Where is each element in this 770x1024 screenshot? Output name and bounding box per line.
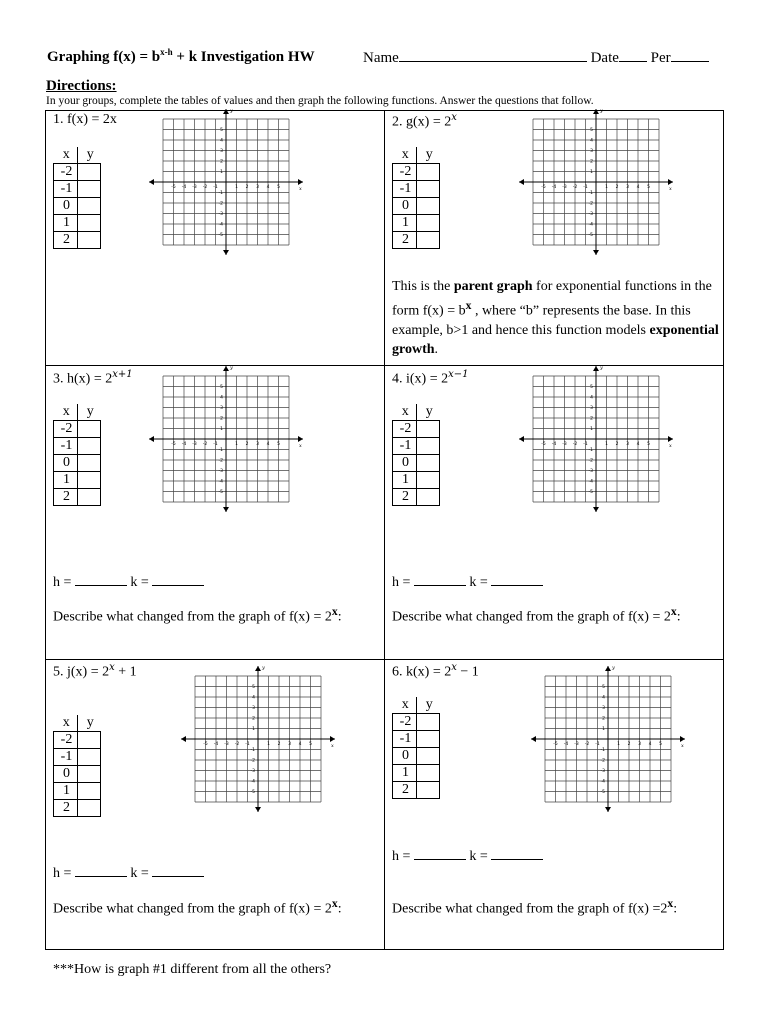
y-tick-label: 2	[590, 159, 593, 165]
x-tick-label: 1	[235, 185, 238, 190]
table-row	[393, 164, 440, 181]
y-input-cell[interactable]	[417, 181, 440, 198]
y-tick-label: 5	[590, 128, 593, 133]
y-axis-label: y	[600, 108, 603, 114]
x-header: x	[393, 147, 417, 164]
x-value: 0	[54, 766, 78, 783]
table-row	[393, 765, 440, 782]
table-problem-3	[53, 404, 101, 506]
x-tick-label: 4	[636, 442, 640, 447]
x-value: 2	[54, 489, 78, 506]
table-row	[393, 731, 440, 748]
table-row	[393, 181, 440, 198]
graph-problem-4[interactable]	[526, 365, 672, 507]
y-tick-label: 1	[220, 170, 223, 175]
y-axis-arrow-up	[593, 109, 599, 114]
per-label: Per	[650, 50, 671, 66]
x-value: -2	[54, 421, 78, 438]
y-axis-arrow-up	[255, 666, 261, 671]
x-value: 0	[393, 748, 417, 765]
table-row	[393, 215, 440, 232]
x-value: -1	[393, 438, 417, 455]
x-tick-label: 1	[617, 742, 620, 747]
y-tick-label: -4	[250, 779, 255, 785]
y-tick-label: -1	[250, 748, 255, 753]
hk-problem-3: h = k =	[53, 571, 204, 591]
y-tick-label: -2	[250, 758, 255, 764]
x-tick-label: 3	[626, 185, 629, 190]
x-value: 0	[393, 198, 417, 215]
x-tick-label: 2	[615, 185, 619, 190]
x-value: 0	[54, 198, 78, 215]
table-row	[393, 748, 440, 765]
x-tick-label: -2	[234, 742, 240, 747]
y-tick-label: 3	[590, 149, 593, 154]
y-tick-label: 5	[602, 685, 605, 690]
x-value: 2	[54, 232, 78, 249]
y-tick-label: -2	[588, 201, 593, 207]
x-tick-label: 2	[245, 442, 249, 447]
table-row	[54, 198, 101, 215]
x-tick-label: -4	[213, 742, 219, 747]
y-input-cell[interactable]	[417, 748, 440, 765]
h-blank-3[interactable]	[75, 571, 127, 586]
problem-3-label: 3. $h(x) = 2^{x+1}$	[53, 369, 133, 387]
y-input-cell[interactable]	[78, 800, 101, 817]
x-value: -1	[54, 749, 78, 766]
table-row	[393, 782, 440, 799]
x-header: x	[54, 404, 78, 421]
y-tick-label: 2	[252, 716, 255, 722]
y-input-cell[interactable]	[417, 714, 440, 731]
x-axis-label: x	[299, 443, 302, 449]
x-tick-label: -1	[595, 742, 600, 747]
y-input-cell[interactable]	[417, 232, 440, 249]
y-header: y	[417, 697, 440, 714]
y-tick-label: 5	[590, 385, 593, 390]
x-tick-label: -4	[181, 185, 187, 190]
x-tick-label: -5	[541, 442, 546, 447]
table-row	[393, 714, 440, 731]
table-row	[393, 438, 440, 455]
table-row	[54, 489, 101, 506]
graph-problem-5[interactable]	[188, 665, 334, 807]
table-row	[54, 181, 101, 198]
y-axis-arrow-up	[605, 666, 611, 671]
y-tick-label: -1	[588, 448, 593, 453]
x-tick-label: -5	[541, 185, 546, 190]
table-row	[54, 732, 101, 749]
x-tick-label: -5	[171, 185, 176, 190]
x-value: -2	[54, 164, 78, 181]
y-tick-label: 1	[602, 727, 605, 732]
y-input-cell[interactable]	[417, 489, 440, 506]
footer-question: ***How is graph #1 different from all the others?	[53, 962, 332, 977]
table-row	[54, 800, 101, 817]
h-blank-6[interactable]	[414, 845, 466, 860]
graph-problem-1[interactable]	[156, 108, 302, 250]
y-tick-label: -2	[588, 458, 593, 464]
x-tick-label: 2	[615, 442, 619, 447]
y-input-cell[interactable]	[417, 438, 440, 455]
y-axis-arrow-up	[223, 109, 229, 114]
table-row	[393, 489, 440, 506]
y-input-cell[interactable]	[78, 766, 101, 783]
x-header: x	[393, 404, 417, 421]
y-tick-label: 3	[220, 149, 223, 154]
describe-problem-6: Describe what changed from the graph of $f(x) =2^x$:	[392, 897, 678, 917]
y-tick-label: 4	[220, 395, 223, 401]
row-divider-2	[45, 659, 724, 660]
y-axis-label: y	[230, 108, 233, 114]
problem-2-label: 2. $g(x) = 2^x$	[392, 112, 457, 130]
table-row	[54, 749, 101, 766]
table-problem-4	[392, 404, 440, 506]
y-tick-label: -4	[600, 779, 605, 785]
x-value: 1	[393, 472, 417, 489]
y-tick-label: 2	[602, 716, 605, 722]
y-header: y	[78, 715, 101, 732]
y-tick-label: -1	[218, 448, 223, 453]
row-divider-1	[45, 365, 724, 366]
y-tick-label: -5	[588, 490, 593, 495]
y-input-cell[interactable]	[78, 472, 101, 489]
y-axis-label: y	[230, 365, 233, 371]
table-row	[54, 472, 101, 489]
x-tick-label: -2	[572, 185, 578, 190]
x-value: -2	[54, 732, 78, 749]
table-row	[54, 421, 101, 438]
y-input-cell[interactable]	[417, 198, 440, 215]
y-input-cell[interactable]	[417, 782, 440, 799]
x-tick-label: 5	[277, 442, 280, 447]
x-tick-label: -5	[203, 742, 208, 747]
k-blank-4[interactable]	[491, 571, 543, 586]
y-input-cell[interactable]	[78, 181, 101, 198]
h-blank-4[interactable]	[414, 571, 466, 586]
x-header: x	[393, 697, 417, 714]
x-value: 1	[54, 783, 78, 800]
y-header: y	[417, 147, 440, 164]
directions-heading: Directions:	[46, 78, 117, 94]
y-input-cell[interactable]	[417, 164, 440, 181]
x-tick-label: 2	[627, 742, 631, 747]
x-axis-label: x	[669, 186, 672, 192]
x-axis-label: x	[681, 743, 684, 749]
table-row	[54, 783, 101, 800]
x-tick-label: 2	[245, 185, 249, 190]
x-tick-label: 4	[636, 185, 640, 190]
parent-graph-note: This is the parent graph for exponential functions in the form $f(x) = b^x$ , where “b” represents the base. In this example, b>1 and hence this function models exponential growth.	[392, 279, 719, 357]
y-tick-label: -5	[250, 790, 255, 795]
y-header: y	[78, 404, 101, 421]
y-tick-label: -2	[218, 458, 223, 464]
x-tick-label: 3	[256, 185, 259, 190]
x-value: 0	[54, 455, 78, 472]
table-row	[54, 232, 101, 249]
y-tick-label: 1	[252, 727, 255, 732]
y-tick-label: 2	[590, 416, 593, 422]
x-tick-label: -5	[553, 742, 558, 747]
y-tick-label: -3	[218, 212, 223, 217]
date-blank[interactable]	[619, 47, 647, 62]
y-input-cell[interactable]	[78, 164, 101, 181]
x-value: 1	[54, 215, 78, 232]
y-input-cell[interactable]	[417, 731, 440, 748]
x-tick-label: 3	[638, 742, 641, 747]
x-tick-label: -3	[224, 742, 229, 747]
x-tick-label: -1	[213, 442, 218, 447]
x-tick-label: 1	[605, 442, 608, 447]
column-divider	[384, 110, 385, 950]
x-header: x	[54, 147, 78, 164]
date-label: Date	[590, 50, 619, 66]
directions-text: In your groups, complete the tables of values and then graph the following functions. Answer the questions that follow.	[46, 95, 594, 107]
x-value: -1	[393, 181, 417, 198]
x-tick-label: -2	[202, 442, 208, 447]
hk-problem-4: h = k =	[392, 571, 543, 591]
y-tick-label: 4	[602, 695, 605, 701]
x-tick-label: -4	[551, 442, 557, 447]
hk-problem-6: h = k =	[392, 845, 543, 865]
table-problem-6	[392, 697, 440, 799]
x-value: 2	[393, 232, 417, 249]
y-tick-label: 4	[252, 695, 255, 701]
describe-problem-3: Describe what changed from the graph of $f(x) = 2^x$:	[53, 605, 342, 625]
per-blank[interactable]	[671, 47, 709, 62]
problem-6-label: 6. $k(x) = 2^x - 1$	[392, 662, 479, 680]
h-blank-5[interactable]	[75, 862, 127, 877]
y-tick-label: 3	[220, 406, 223, 411]
y-input-cell[interactable]	[417, 765, 440, 782]
y-tick-label: 4	[220, 138, 223, 144]
x-tick-label: -2	[202, 185, 208, 190]
table-problem-5	[53, 715, 101, 817]
y-input-cell[interactable]	[417, 215, 440, 232]
y-tick-label: 5	[220, 128, 223, 133]
y-tick-label: -5	[588, 233, 593, 238]
table-row	[393, 421, 440, 438]
x-tick-label: -1	[213, 185, 218, 190]
y-tick-label: -1	[218, 191, 223, 196]
table-row	[393, 455, 440, 472]
x-value: -1	[393, 731, 417, 748]
x-tick-label: -2	[572, 442, 578, 447]
x-tick-label: -3	[574, 742, 579, 747]
x-axis-label: x	[299, 186, 302, 192]
y-tick-label: 4	[590, 395, 593, 401]
x-value: -1	[54, 181, 78, 198]
x-tick-label: 5	[647, 185, 650, 190]
y-axis-label: y	[612, 665, 615, 671]
y-input-cell[interactable]	[78, 455, 101, 472]
k-blank-6[interactable]	[491, 845, 543, 860]
table-row	[393, 472, 440, 489]
y-input-cell[interactable]	[78, 783, 101, 800]
y-tick-label: -4	[588, 479, 593, 485]
y-tick-label: 1	[220, 427, 223, 432]
table-row	[54, 455, 101, 472]
x-tick-label: 4	[298, 742, 302, 747]
y-tick-label: -4	[218, 479, 223, 485]
y-input-cell[interactable]	[417, 472, 440, 489]
x-tick-label: -1	[583, 185, 588, 190]
y-tick-label: -3	[588, 212, 593, 217]
y-tick-label: -4	[218, 222, 223, 228]
x-value: 2	[393, 489, 417, 506]
y-tick-label: -1	[588, 191, 593, 196]
x-tick-label: -4	[181, 442, 187, 447]
x-tick-label: -1	[583, 442, 588, 447]
y-tick-label: -3	[588, 469, 593, 474]
table-row	[393, 198, 440, 215]
y-input-cell[interactable]	[78, 732, 101, 749]
graph-problem-3[interactable]	[156, 365, 302, 507]
y-axis-label: y	[600, 365, 603, 371]
x-tick-label: 4	[648, 742, 652, 747]
problem-4-label: 4. $i(x) = 2^{x-1}$	[392, 369, 469, 387]
x-value: 2	[393, 782, 417, 799]
x-value: -2	[393, 714, 417, 731]
x-tick-label: 5	[659, 742, 662, 747]
x-tick-label: -3	[562, 442, 567, 447]
y-tick-label: 2	[220, 416, 223, 422]
x-tick-label: -3	[192, 442, 197, 447]
k-blank-3[interactable]	[152, 571, 204, 586]
y-input-cell[interactable]	[78, 215, 101, 232]
describe-problem-5: Describe what changed from the graph of $f(x) = 2^x$:	[53, 897, 342, 917]
y-tick-label: 3	[590, 406, 593, 411]
y-tick-label: -3	[250, 769, 255, 774]
x-tick-label: 5	[647, 442, 650, 447]
y-tick-label: -5	[600, 790, 605, 795]
table-row	[393, 232, 440, 249]
y-tick-label: -5	[218, 233, 223, 238]
y-tick-label: 5	[220, 385, 223, 390]
y-tick-label: -2	[600, 758, 605, 764]
header-fields	[363, 47, 709, 67]
x-value: 1	[393, 215, 417, 232]
y-tick-label: 3	[252, 706, 255, 711]
y-input-cell[interactable]	[78, 421, 101, 438]
table-row	[54, 215, 101, 232]
table-row	[54, 766, 101, 783]
y-input-cell[interactable]	[78, 198, 101, 215]
x-axis-label: x	[669, 443, 672, 449]
y-tick-label: -4	[588, 222, 593, 228]
y-input-cell[interactable]	[417, 421, 440, 438]
name-blank[interactable]	[399, 47, 587, 62]
x-tick-label: -5	[171, 442, 176, 447]
x-tick-label: 1	[235, 442, 238, 447]
x-tick-label: 4	[266, 185, 270, 190]
x-value: -2	[393, 421, 417, 438]
x-tick-label: 5	[309, 742, 312, 747]
y-tick-label: 4	[590, 138, 593, 144]
x-value: -1	[54, 438, 78, 455]
graph-problem-2[interactable]	[526, 108, 672, 250]
y-axis-label: y	[262, 665, 265, 671]
x-value: 0	[393, 455, 417, 472]
problem-5-label: 5. $j(x) = 2^x + 1$	[53, 662, 137, 680]
x-tick-label: 4	[266, 442, 270, 447]
y-tick-label: 1	[590, 170, 593, 175]
y-tick-label: -3	[218, 469, 223, 474]
x-value: -2	[393, 164, 417, 181]
x-tick-label: -3	[562, 185, 567, 190]
y-header: y	[417, 404, 440, 421]
y-input-cell[interactable]	[78, 438, 101, 455]
x-tick-label: -4	[551, 185, 557, 190]
x-header: x	[54, 715, 78, 732]
y-header: y	[78, 147, 101, 164]
problem-1-label: 1. f(x) = 2x	[53, 112, 117, 127]
worksheet-title: Graphing $f(x) = b^{x-h} + k$ Investigation HW	[47, 47, 315, 65]
x-tick-label: 1	[267, 742, 270, 747]
x-tick-label: -2	[584, 742, 590, 747]
y-tick-label: -1	[600, 748, 605, 753]
k-blank-5[interactable]	[152, 862, 204, 877]
y-axis-arrow-up	[223, 366, 229, 371]
y-input-cell[interactable]	[78, 489, 101, 506]
x-value: 2	[54, 800, 78, 817]
x-tick-label: -3	[192, 185, 197, 190]
x-tick-label: 1	[605, 185, 608, 190]
y-tick-label: 1	[590, 427, 593, 432]
x-tick-label: 5	[277, 185, 280, 190]
x-value: 1	[54, 472, 78, 489]
table-row	[54, 164, 101, 181]
x-tick-label: 3	[256, 442, 259, 447]
x-tick-label: 3	[288, 742, 291, 747]
x-tick-label: -4	[563, 742, 569, 747]
graph-problem-6[interactable]	[538, 665, 684, 807]
y-tick-label: -2	[218, 201, 223, 207]
table-row	[54, 438, 101, 455]
table-problem-1	[53, 147, 101, 249]
y-tick-label: -3	[600, 769, 605, 774]
x-value: 1	[393, 765, 417, 782]
y-input-cell[interactable]	[78, 749, 101, 766]
y-axis-arrow-up	[593, 366, 599, 371]
y-input-cell[interactable]	[78, 232, 101, 249]
table-problem-2	[392, 147, 440, 249]
x-tick-label: 2	[277, 742, 281, 747]
y-tick-label: 5	[252, 685, 255, 690]
y-tick-label: 2	[220, 159, 223, 165]
y-tick-label: 3	[602, 706, 605, 711]
x-axis-label: x	[331, 743, 334, 749]
y-input-cell[interactable]	[417, 455, 440, 472]
x-tick-label: 3	[626, 442, 629, 447]
name-label: Name	[363, 50, 399, 66]
describe-problem-4: Describe what changed from the graph of $f(x) = 2^x$:	[392, 605, 681, 625]
x-tick-label: -1	[245, 742, 250, 747]
y-tick-label: -5	[218, 490, 223, 495]
hk-problem-5: h = k =	[53, 862, 204, 882]
